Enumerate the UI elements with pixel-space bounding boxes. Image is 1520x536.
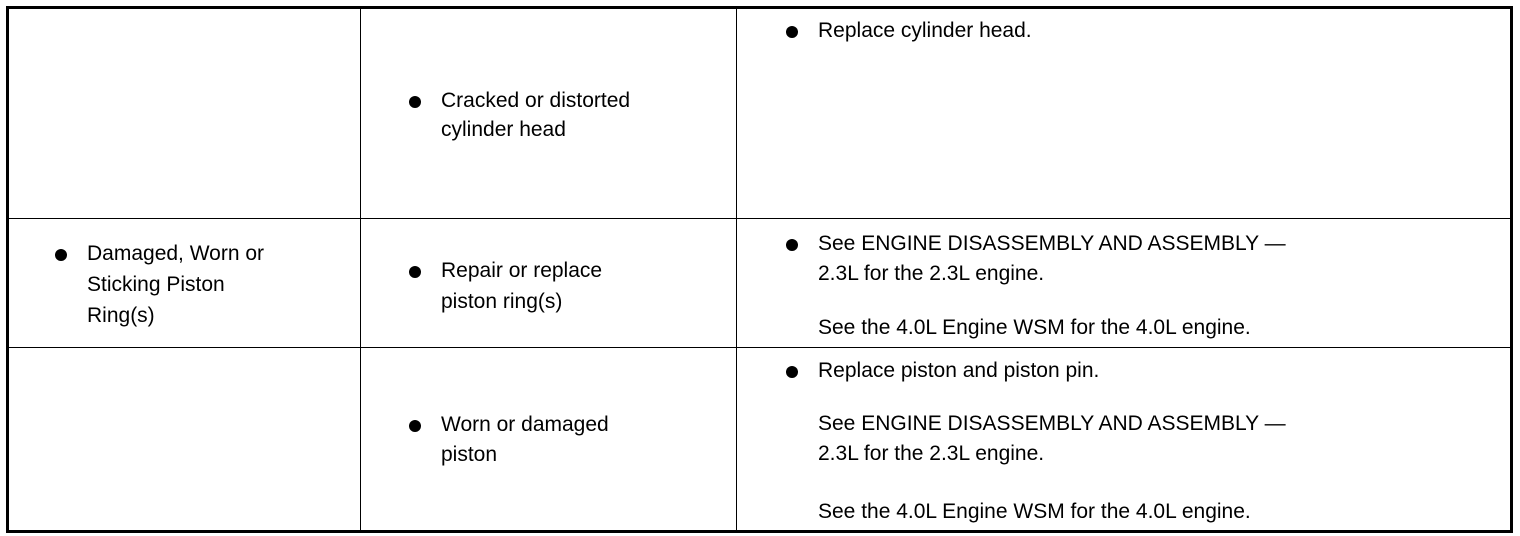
remedy-line: Repair or replace	[441, 259, 603, 282]
action-line: See ENGINE DISASSEMBLY AND ASSEMBLY —	[818, 412, 1286, 435]
column-divider	[736, 9, 737, 530]
remedy-line: cylinder head	[441, 118, 566, 141]
remedy-line: piston ring(s)	[441, 290, 563, 313]
action-line: 2.3L for the 2.3L engine.	[818, 442, 1045, 465]
bullet-icon	[409, 266, 421, 278]
action-line: Replace cylinder head.	[818, 19, 1032, 42]
action-line: See the 4.0L Engine WSM for the 4.0L engine.	[818, 316, 1251, 339]
bullet-icon	[55, 249, 67, 261]
action-line: Replace piston and piston pin.	[818, 359, 1100, 382]
bullet-icon	[409, 96, 421, 108]
bullet-icon	[786, 366, 798, 378]
row-divider	[9, 347, 1510, 348]
cause-line: Damaged, Worn or	[87, 242, 265, 265]
remedy-line: Worn or damaged	[441, 413, 609, 436]
cause-line: Ring(s)	[87, 304, 155, 327]
action-line: 2.3L for the 2.3L engine.	[818, 262, 1045, 285]
bullet-icon	[786, 26, 798, 38]
bullet-icon	[786, 239, 798, 251]
troubleshooting-table	[6, 6, 1513, 533]
bullet-icon	[409, 420, 421, 432]
remedy-line: Cracked or distorted	[441, 89, 631, 112]
action-line: See the 4.0L Engine WSM for the 4.0L engine.	[818, 500, 1251, 523]
row-divider	[9, 218, 1510, 219]
action-line: See ENGINE DISASSEMBLY AND ASSEMBLY —	[818, 232, 1286, 255]
remedy-line: piston	[441, 443, 498, 466]
column-divider	[360, 9, 361, 530]
cause-line: Sticking Piston	[87, 273, 225, 296]
